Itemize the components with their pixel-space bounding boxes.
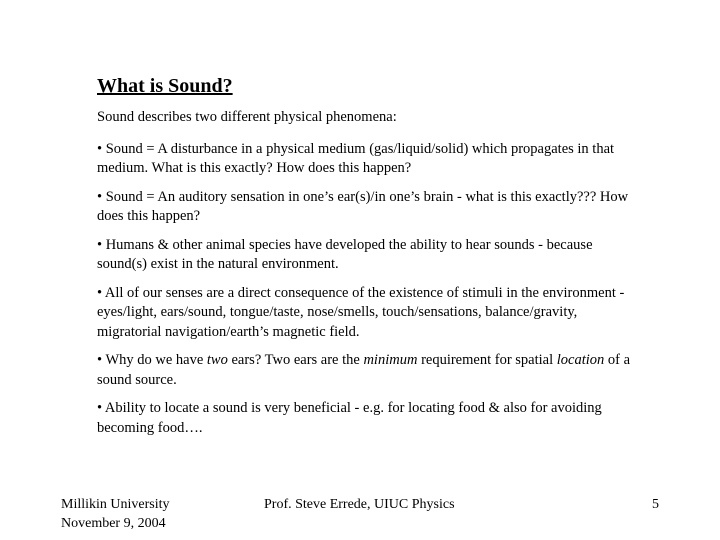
footer-institution: Millikin University [61, 497, 170, 512]
footer-page-number [652, 495, 659, 514]
bullet-physical-medium [97, 140, 637, 179]
footer-date: November 9, 2004 [61, 516, 166, 531]
page-number: 5 [652, 497, 659, 512]
bullet-two-ears [97, 351, 637, 390]
intro-text: Sound describes two different physical phenomena: [97, 109, 397, 125]
footer-author [264, 495, 455, 514]
footer-left [61, 495, 170, 533]
bullet-auditory-sensation-text: • Sound = An auditory sensation in one’s ear(s)/in one’s brain - what is this exactly??? How does this happen? [97, 188, 629, 224]
bullet-two-ears-text-1: • Why do we have [97, 352, 207, 368]
slide-title: What is Sound? [97, 75, 233, 97]
emphasis-two: two [206, 352, 228, 368]
bullet-senses-stimuli [97, 284, 637, 343]
bullet-physical-medium-text: • Sound = A disturbance in a physical medium (gas/liquid/solid) which propagates in that medium. What is this exactly? How does this happen? [97, 140, 615, 176]
bullet-auditory-sensation [97, 188, 637, 227]
bullet-locate-sound-text: • Ability to locate a sound is very beneficial - e.g. for locating food & also for avoiding becoming food…. [97, 400, 602, 436]
bullet-locate-sound [97, 399, 637, 438]
bullet-ability-to-hear-text: • Humans & other animal species have developed the ability to hear sounds - because sound(s) exist in the natural environment. [97, 236, 593, 272]
emphasis-location: location [556, 352, 605, 368]
footer-author-text: Prof. Steve Errede, UIUC Physics [264, 497, 455, 512]
slide-body [97, 108, 637, 447]
bullet-two-ears-text-4: of a sound source. [97, 352, 631, 388]
emphasis-minimum: minimum [363, 352, 418, 368]
bullet-senses-stimuli-text: • All of our senses are a direct consequence of the existence of stimuli in the environment - eyes/light, ears/sound, tongue/taste, nose/smells, touch/sensations, balance/gravity, migratorial navigation/earth’s magnetic field. [97, 284, 625, 340]
bullet-two-ears-text-2: ears? Two ears are the [227, 352, 364, 368]
bullet-two-ears-text-3: requirement for spatial [417, 352, 557, 368]
bullet-ability-to-hear [97, 236, 637, 275]
